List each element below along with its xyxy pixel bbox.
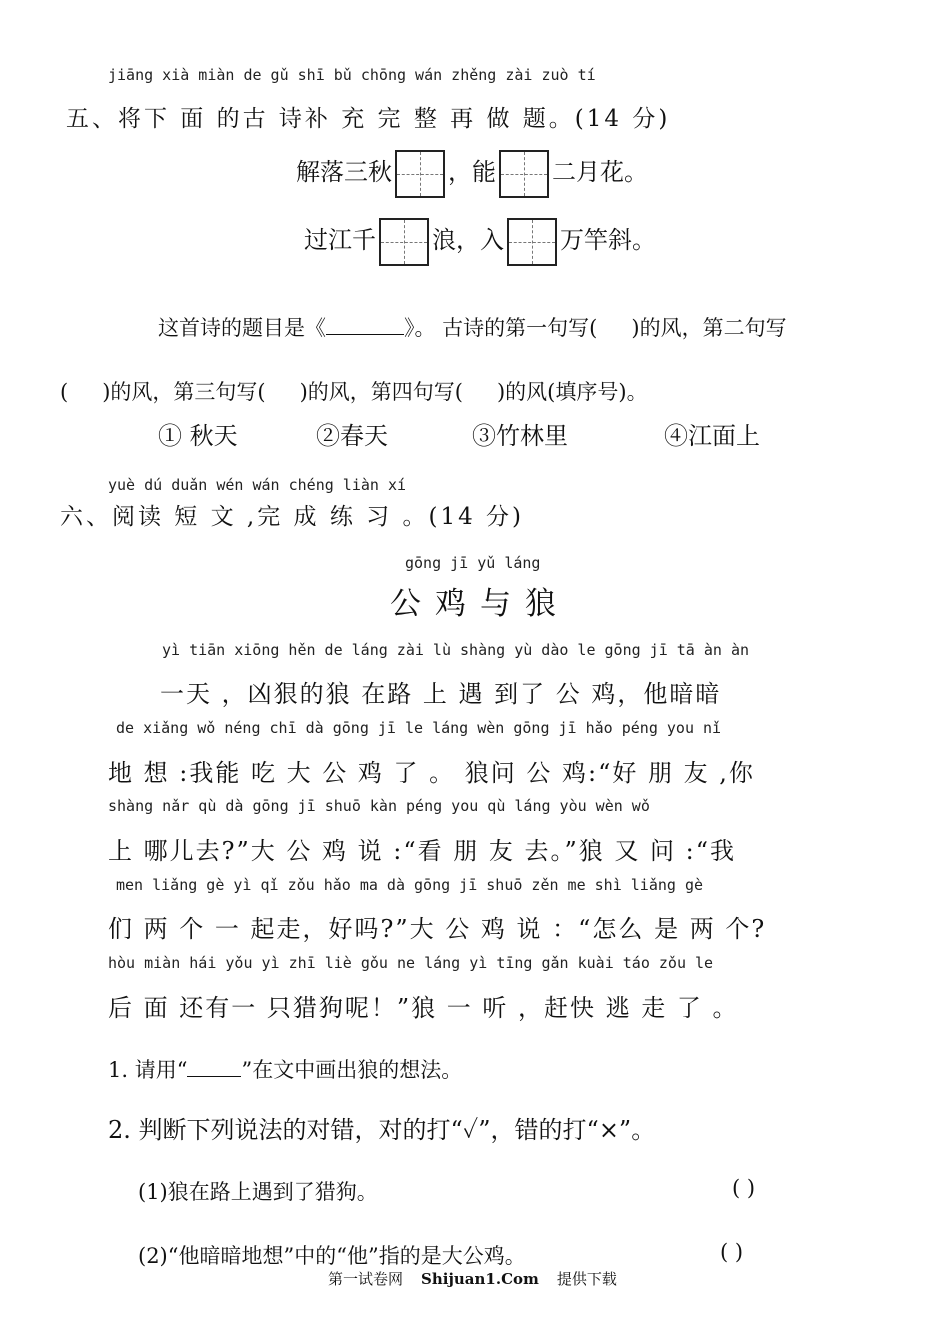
answer-box-2[interactable]	[499, 150, 549, 198]
option-2: ②春天	[316, 422, 388, 450]
question-1-text-a: 1. 请用“	[108, 1058, 188, 1082]
judge-item-1: (1)狼在路上遇到了猎狗。	[138, 1180, 378, 1204]
underline-sample	[187, 1055, 241, 1077]
option-3: ③竹林里	[472, 422, 568, 450]
footer-right: 提供下载	[556, 1270, 617, 1288]
answer-box-4[interactable]	[507, 218, 557, 266]
poem-title-blank[interactable]	[326, 313, 404, 335]
section6-heading: 六、阅读 短 文 ,完 成 练 习 。(14 分)	[60, 504, 525, 530]
question-1	[108, 1054, 462, 1084]
story-line-4: 们 两 个 一 起走，好吗?”大 公 鸡 说 ：“怎么 是 两 个?	[108, 915, 767, 943]
judge-answer-1[interactable]: ( )	[732, 1176, 756, 1200]
poem-question-text-2: 》。 古诗的第一句写(	[404, 316, 598, 340]
option-1: ① 秋天	[158, 422, 238, 450]
answer-box-1[interactable]	[395, 150, 445, 198]
footer	[328, 1268, 617, 1289]
story-title: 公鸡与狼	[390, 586, 570, 622]
poem-line2-part-a: 过江千	[304, 226, 376, 254]
poem-question-line2	[60, 376, 648, 406]
story-pinyin-1: yì tiān xiōng hěn de láng zài lù shàng yù dào le gōng jī tā àn àn	[162, 641, 749, 659]
story-pinyin-4: men liǎng gè yì qǐ zǒu hǎo ma dà gōng jī shuō zěn me shì liǎng gè	[116, 876, 703, 894]
answer-box-3[interactable]	[379, 218, 429, 266]
poem-line1-part-b: ，能	[448, 158, 496, 186]
poem-question-text-4: (	[60, 380, 69, 404]
poem-line2-part-c: 万竿斜。	[560, 226, 656, 254]
story-line-2: 地 想 :我能 吃 大 公 鸡 了 。 狼问 公 鸡:“好 朋 友 ,你	[108, 759, 755, 787]
section5-heading: 五、将下 面 的古 诗补 充 完 整 再 做 题。(14 分)	[66, 106, 671, 132]
section5-pinyin: jiāng xià miàn de gǔ shī bǔ chōng wán zhěng zài zuò tí	[108, 66, 596, 84]
story-pinyin-5: hòu miàn hái yǒu yì zhī liè gǒu ne láng yì tīng gǎn kuài táo zǒu le	[108, 954, 714, 972]
story-title-pinyin: gōng jī yǔ láng	[405, 554, 541, 572]
footer-left: 第一试卷网	[328, 1270, 404, 1288]
poem-question-line1	[158, 312, 787, 342]
question-1-text-b: ”在文中画出狼的想法。	[241, 1058, 463, 1082]
poem-question-text-3: )的风，第二句写	[631, 316, 787, 340]
section6-pinyin: yuè dú duǎn wén wán chéng liàn xí	[108, 476, 407, 494]
footer-site: Shijuan1.Com	[421, 1270, 539, 1288]
story-line-1: 一天 ，凶狠的狼 在路 上 遇 到了 公 鸡，他暗暗	[160, 680, 722, 708]
poem-question-text-6: )的风，第四句写(	[299, 380, 463, 404]
story-pinyin-3: shàng nǎr qù dà gōng jī shuō kàn péng you qù láng yòu wèn wǒ	[108, 797, 650, 815]
poem-question-text-5: )的风，第三句写(	[102, 380, 266, 404]
story-line-5: 后 面 还有一 只猎狗呢！”狼 一 听 ，赶快 逃 走 了 。	[108, 994, 739, 1022]
question-2: 2. 判断下列说法的对错，对的打“✓”，错的打“×”。	[108, 1116, 656, 1144]
poem-line2-part-b: 浪，入	[432, 226, 504, 254]
poem-line1-part-a: 解落三秋	[296, 158, 392, 186]
judge-answer-2[interactable]: ( )	[720, 1240, 744, 1264]
poem-question-text-7: )的风(填序号)。	[496, 380, 648, 404]
poem-line-2	[304, 214, 656, 266]
poem-line1-part-c: 二月花。	[552, 158, 648, 186]
story-line-3: 上 哪儿去?”大 公 鸡 说 :“看 朋 友 去。”狼 又 问 :“我	[108, 837, 737, 865]
judge-item-2: (2)“他暗暗地想”中的“他”指的是大公鸡。	[138, 1244, 526, 1268]
option-4: ④江面上	[664, 422, 760, 450]
story-pinyin-2: de xiǎng wǒ néng chī dà gōng jī le láng wèn gōng jī hǎo péng you nǐ	[116, 719, 722, 737]
poem-question-text-1: 这首诗的题目是《	[158, 316, 326, 340]
poem-line-1	[296, 146, 648, 198]
